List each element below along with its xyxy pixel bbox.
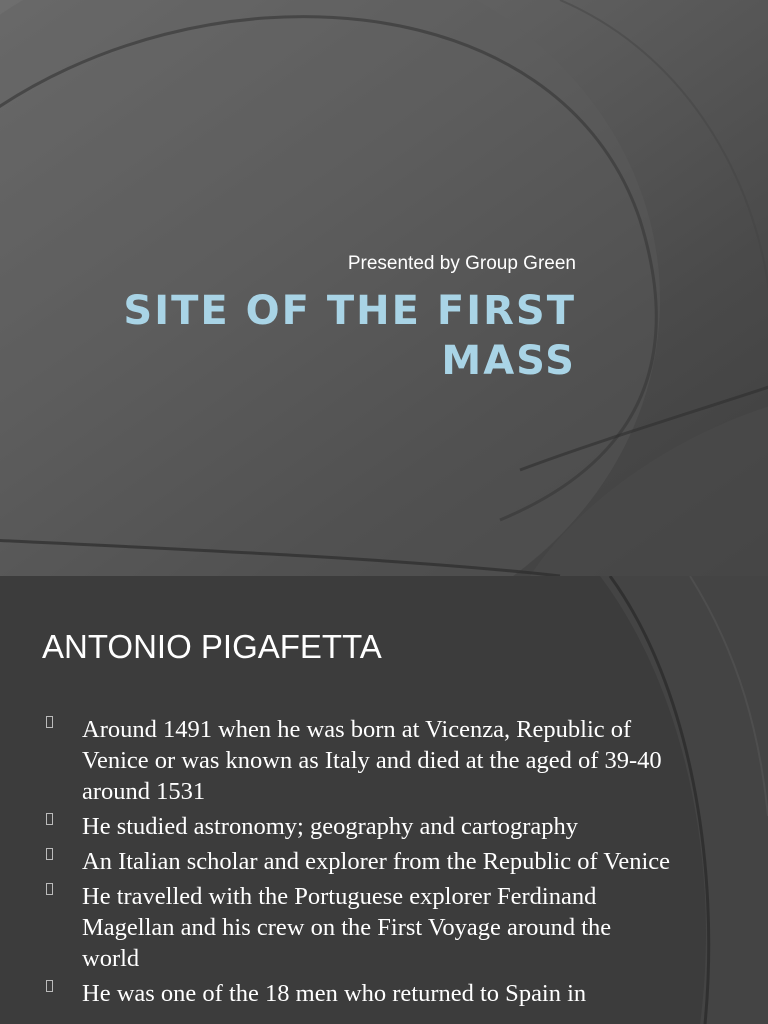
list-item <box>44 881 674 974</box>
list-item <box>44 846 674 877</box>
presentation-subtitle: Presented by Group Green <box>347 253 576 274</box>
square-bullet-icon <box>46 813 53 825</box>
square-bullet-icon <box>46 848 53 860</box>
list-item <box>44 811 674 842</box>
list-item <box>44 978 674 1009</box>
bullet-text: He was one of the 18 men who returned to Spain in <box>82 980 587 1007</box>
square-bullet-icon <box>46 716 53 728</box>
bullet-text: He travelled with the Portuguese explorer Ferdinand Magellan and his crew on the First Voyage around the world <box>82 883 612 972</box>
bullet-list <box>44 714 674 1013</box>
bullet-text: He studied astronomy; geography and cartography <box>82 813 578 840</box>
bullet-text: An Italian scholar and explorer from the Republic of Venice <box>82 848 671 875</box>
content-slide <box>0 576 768 1024</box>
square-bullet-icon <box>46 980 53 992</box>
list-item <box>44 714 674 807</box>
slide-heading: ANTONIO PIGAFETTA <box>42 628 382 665</box>
presentation-title: SITE OF THE FIRST MASS <box>123 288 576 384</box>
bullet-text: Around 1491 when he was born at Vicenza, Republic of Venice or was known as Italy and died at the aged of 39-40 around 1531 <box>82 716 662 805</box>
square-bullet-icon <box>46 883 53 895</box>
